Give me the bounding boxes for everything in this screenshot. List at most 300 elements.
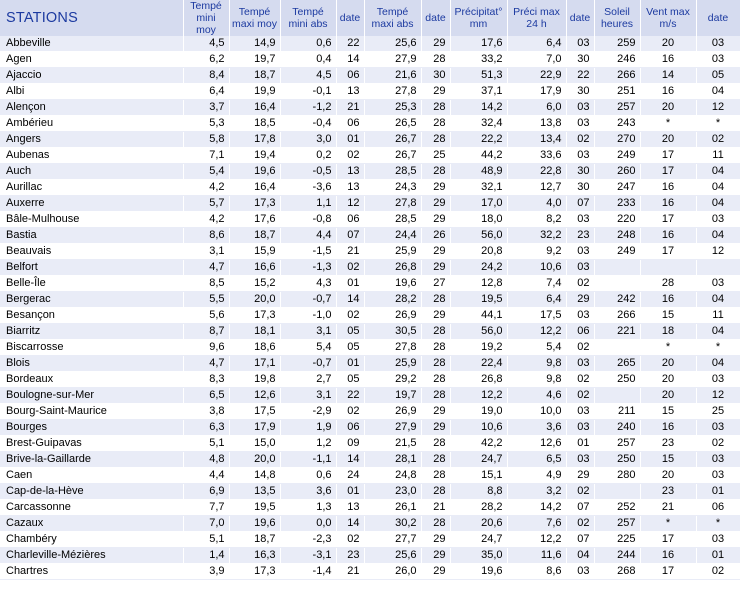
wind-max-cell: 20 [640,468,696,484]
precip-max-24h-cell: 6,0 [507,100,566,116]
col-header-stations: STATIONS [0,0,183,36]
precipitation-cell: 17,0 [450,196,507,212]
temp-max-avg-cell: 17,3 [229,196,280,212]
station-name-cell: Boulogne-sur-Mer [0,388,183,404]
temp-max-avg-cell: 18,1 [229,324,280,340]
table-row [0,388,740,404]
station-name-cell: Belfort [0,260,183,276]
sunshine-hours-cell: 242 [594,292,640,308]
wind-max-cell: 23 [640,484,696,500]
temp-min-avg-cell: 5,6 [183,308,229,324]
col-header-date-wind: date [696,0,740,36]
sunshine-hours-cell [594,260,640,276]
temp-min-avg-cell: 7,1 [183,148,229,164]
date-precip-cell: 22 [566,68,594,84]
precipitation-cell: 20,6 [450,516,507,532]
date-wind-cell: 03 [696,372,740,388]
date-max-cell: 29 [421,308,450,324]
precipitation-cell: 19,2 [450,340,507,356]
date-wind-cell: 03 [696,468,740,484]
date-precip-cell: 03 [566,308,594,324]
precip-max-24h-cell: 9,2 [507,244,566,260]
date-precip-cell: 02 [566,388,594,404]
date-max-cell: 29 [421,180,450,196]
precip-max-24h-cell: 12,7 [507,180,566,196]
temp-max-abs-cell: 25,6 [364,548,421,564]
precipitation-cell: 44,2 [450,148,507,164]
sunshine-hours-cell [594,340,640,356]
wind-max-cell: 23 [640,436,696,452]
sunshine-hours-cell: 221 [594,324,640,340]
date-max-cell: 28 [421,388,450,404]
wind-max-cell: 17 [640,244,696,260]
sunshine-hours-cell: 247 [594,180,640,196]
date-wind-cell: 04 [696,356,740,372]
col-header-temp-min-avg: Tempé mini moy [183,0,229,36]
precip-max-24h-cell: 8,6 [507,564,566,580]
wind-max-cell: 17 [640,532,696,548]
wind-max-cell: 16 [640,52,696,68]
temp-max-abs-cell: 25,6 [364,36,421,52]
precip-max-24h-cell: 32,2 [507,228,566,244]
table-row [0,164,740,180]
temp-min-avg-cell: 8,7 [183,324,229,340]
precipitation-cell: 19,6 [450,564,507,580]
station-name-cell: Auch [0,164,183,180]
temp-max-abs-cell: 21,5 [364,436,421,452]
date-min-cell: 14 [336,292,364,308]
precipitation-cell: 37,1 [450,84,507,100]
temp-max-abs-cell: 26,7 [364,148,421,164]
table-row [0,196,740,212]
precipitation-cell: 24,2 [450,260,507,276]
date-precip-cell: 03 [566,212,594,228]
temp-min-abs-cell: 4,4 [280,228,336,244]
date-max-cell: 21 [421,500,450,516]
precipitation-cell: 14,2 [450,100,507,116]
station-name-cell: Angers [0,132,183,148]
temp-min-avg-cell: 4,8 [183,452,229,468]
date-precip-cell: 02 [566,276,594,292]
temp-min-avg-cell: 9,6 [183,340,229,356]
temp-max-abs-cell: 27,8 [364,196,421,212]
temp-min-avg-cell: 3,9 [183,564,229,580]
precipitation-cell: 35,0 [450,548,507,564]
temp-min-avg-cell: 4,7 [183,260,229,276]
temp-min-avg-cell: 8,6 [183,228,229,244]
sunshine-hours-cell: 270 [594,132,640,148]
temp-max-abs-cell: 28,5 [364,212,421,228]
station-name-cell: Carcassonne [0,500,183,516]
temp-max-abs-cell: 24,3 [364,180,421,196]
date-max-cell: 28 [421,436,450,452]
sunshine-hours-cell: 266 [594,308,640,324]
precip-max-24h-cell: 33,6 [507,148,566,164]
date-min-cell: 05 [336,340,364,356]
sunshine-hours-cell: 249 [594,244,640,260]
table-row [0,52,740,68]
temp-max-abs-cell: 27,9 [364,52,421,68]
temp-max-abs-cell: 27,7 [364,532,421,548]
temp-max-avg-cell: 19,4 [229,148,280,164]
sunshine-hours-cell: 266 [594,68,640,84]
temp-max-avg-cell: 18,7 [229,228,280,244]
table-row [0,420,740,436]
date-min-cell: 22 [336,388,364,404]
precip-max-24h-cell: 10,0 [507,404,566,420]
station-name-cell: Ajaccio [0,68,183,84]
temp-max-abs-cell: 21,6 [364,68,421,84]
table-row [0,548,740,564]
date-min-cell: 13 [336,164,364,180]
precipitation-cell: 10,6 [450,420,507,436]
wind-max-cell: 20 [640,372,696,388]
date-max-cell: 26 [421,228,450,244]
temp-min-abs-cell: -1,3 [280,260,336,276]
precipitation-cell: 26,8 [450,372,507,388]
table-row [0,244,740,260]
date-min-cell: 06 [336,116,364,132]
station-name-cell: Brive-la-Gaillarde [0,452,183,468]
table-row [0,324,740,340]
temp-min-avg-cell: 3,8 [183,404,229,420]
wind-max-cell: 17 [640,564,696,580]
date-min-cell: 01 [336,276,364,292]
date-wind-cell: 04 [696,196,740,212]
date-wind-cell: 25 [696,404,740,420]
precipitation-cell: 12,8 [450,276,507,292]
date-min-cell: 14 [336,52,364,68]
table-row [0,532,740,548]
temp-max-avg-cell: 18,5 [229,116,280,132]
header-row [0,0,740,36]
temp-min-abs-cell: -1,2 [280,100,336,116]
sunshine-hours-cell: 249 [594,148,640,164]
date-max-cell: 28 [421,372,450,388]
col-header-date-min: date [336,0,364,36]
temp-max-abs-cell: 30,2 [364,516,421,532]
sunshine-hours-cell: 250 [594,372,640,388]
precipitation-cell: 22,2 [450,132,507,148]
date-wind-cell: 04 [696,164,740,180]
station-name-cell: Charleville-Mézières [0,548,183,564]
date-precip-cell: 03 [566,564,594,580]
temp-max-abs-cell: 28,5 [364,164,421,180]
date-wind-cell: 11 [696,148,740,164]
temp-max-avg-cell: 17,6 [229,212,280,228]
date-precip-cell: 03 [566,100,594,116]
station-name-cell: Bâle-Mulhouse [0,212,183,228]
date-min-cell: 02 [336,260,364,276]
temp-min-abs-cell: -0,7 [280,356,336,372]
date-max-cell: 28 [421,292,450,308]
temp-max-avg-cell: 19,8 [229,372,280,388]
date-wind-cell: 03 [696,420,740,436]
date-precip-cell: 02 [566,372,594,388]
precip-max-24h-cell: 12,6 [507,436,566,452]
date-max-cell: 28 [421,468,450,484]
temp-min-avg-cell: 5,7 [183,196,229,212]
sunshine-hours-cell: 220 [594,212,640,228]
date-min-cell: 14 [336,452,364,468]
temp-max-avg-cell: 18,7 [229,68,280,84]
date-max-cell: 29 [421,548,450,564]
temp-max-avg-cell: 18,7 [229,532,280,548]
precipitation-cell: 48,9 [450,164,507,180]
table-row [0,132,740,148]
date-precip-cell: 30 [566,180,594,196]
date-max-cell: 28 [421,100,450,116]
temp-max-abs-cell: 26,5 [364,116,421,132]
col-header-temp-min-abs: Tempé mini abs [280,0,336,36]
precip-max-24h-cell: 11,6 [507,548,566,564]
precipitation-cell: 24,7 [450,452,507,468]
temp-min-abs-cell: -0,4 [280,116,336,132]
date-min-cell: 06 [336,420,364,436]
wind-max-cell: 20 [640,132,696,148]
temp-max-avg-cell: 19,6 [229,164,280,180]
date-min-cell: 01 [336,132,364,148]
date-wind-cell: * [696,116,740,132]
temp-max-abs-cell: 19,6 [364,276,421,292]
temp-max-avg-cell: 19,9 [229,84,280,100]
temp-min-abs-cell: 3,6 [280,484,336,500]
temp-max-avg-cell: 16,4 [229,180,280,196]
date-min-cell: 06 [336,212,364,228]
precip-max-24h-cell: 7,0 [507,52,566,68]
temp-min-avg-cell: 5,1 [183,532,229,548]
temp-min-avg-cell: 5,3 [183,116,229,132]
temp-max-abs-cell: 27,9 [364,420,421,436]
date-max-cell: 28 [421,324,450,340]
temp-max-abs-cell: 26,8 [364,260,421,276]
wind-max-cell [640,260,696,276]
temp-min-abs-cell: 0,2 [280,148,336,164]
date-max-cell: 29 [421,260,450,276]
station-name-cell: Besançon [0,308,183,324]
precipitation-cell: 19,0 [450,404,507,420]
station-name-cell: Albi [0,84,183,100]
temp-max-abs-cell: 28,1 [364,452,421,468]
table-row [0,148,740,164]
temp-min-avg-cell: 3,7 [183,100,229,116]
table-row [0,484,740,500]
wind-max-cell: 16 [640,228,696,244]
wind-max-cell: 17 [640,148,696,164]
temp-max-abs-cell: 24,4 [364,228,421,244]
date-wind-cell: 03 [696,276,740,292]
temp-min-abs-cell: 5,4 [280,340,336,356]
temp-min-abs-cell: -1,0 [280,308,336,324]
temp-min-abs-cell: -2,9 [280,404,336,420]
station-name-cell: Aurillac [0,180,183,196]
temp-min-abs-cell: 1,1 [280,196,336,212]
temp-max-avg-cell: 17,9 [229,420,280,436]
temp-min-abs-cell: 1,3 [280,500,336,516]
date-wind-cell: * [696,516,740,532]
date-min-cell: 24 [336,468,364,484]
precipitation-cell: 56,0 [450,324,507,340]
wind-max-cell: 20 [640,356,696,372]
wind-max-cell: 16 [640,420,696,436]
station-name-cell: Bordeaux [0,372,183,388]
station-name-cell: Bourg-Saint-Maurice [0,404,183,420]
temp-min-abs-cell: -0,8 [280,212,336,228]
date-max-cell: 28 [421,516,450,532]
date-min-cell: 21 [336,244,364,260]
station-name-cell: Auxerre [0,196,183,212]
temp-min-avg-cell: 5,1 [183,436,229,452]
date-wind-cell: 04 [696,180,740,196]
table-row [0,500,740,516]
temp-min-avg-cell: 8,4 [183,68,229,84]
date-min-cell: 13 [336,180,364,196]
temp-min-avg-cell: 4,4 [183,468,229,484]
date-wind-cell: 05 [696,68,740,84]
temp-min-abs-cell: 0,0 [280,516,336,532]
date-max-cell: 29 [421,36,450,52]
date-min-cell: 01 [336,356,364,372]
date-min-cell: 13 [336,500,364,516]
station-name-cell: Abbeville [0,36,183,52]
date-wind-cell: 12 [696,388,740,404]
precip-max-24h-cell: 5,4 [507,340,566,356]
date-min-cell: 05 [336,372,364,388]
temp-min-avg-cell: 3,1 [183,244,229,260]
date-min-cell: 06 [336,68,364,84]
sunshine-hours-cell: 257 [594,516,640,532]
date-wind-cell: 03 [696,36,740,52]
date-wind-cell: 01 [696,548,740,564]
date-min-cell: 02 [336,308,364,324]
temp-min-abs-cell: 0,6 [280,36,336,52]
table-row [0,340,740,356]
precip-max-24h-cell: 22,9 [507,68,566,84]
temp-min-abs-cell: -1,5 [280,244,336,260]
temp-min-abs-cell: 3,1 [280,388,336,404]
date-precip-cell: 03 [566,420,594,436]
date-wind-cell: 02 [696,132,740,148]
precip-max-24h-cell: 4,0 [507,196,566,212]
table-row [0,84,740,100]
date-wind-cell: 04 [696,84,740,100]
temp-min-abs-cell: 0,4 [280,52,336,68]
temp-max-avg-cell: 15,0 [229,436,280,452]
station-name-cell: Alençon [0,100,183,116]
temp-min-abs-cell: -3,1 [280,548,336,564]
date-max-cell: 29 [421,404,450,420]
temp-min-abs-cell: 4,5 [280,68,336,84]
sunshine-hours-cell [594,276,640,292]
station-name-cell: Ambérieu [0,116,183,132]
precip-max-24h-cell: 4,9 [507,468,566,484]
station-name-cell: Bergerac [0,292,183,308]
precipitation-cell: 51,3 [450,68,507,84]
col-header-temp-max-abs: Tempé maxi abs [364,0,421,36]
date-wind-cell: 03 [696,452,740,468]
temp-max-abs-cell: 28,2 [364,292,421,308]
sunshine-hours-cell: 280 [594,468,640,484]
precipitation-cell: 28,2 [450,500,507,516]
date-precip-cell: 04 [566,548,594,564]
date-max-cell: 29 [421,420,450,436]
precip-max-24h-cell: 3,6 [507,420,566,436]
temp-max-abs-cell: 27,8 [364,84,421,100]
table-header [0,0,740,36]
date-max-cell: 28 [421,452,450,468]
table-row [0,228,740,244]
table-row [0,36,740,52]
date-wind-cell: 03 [696,52,740,68]
station-name-cell: Blois [0,356,183,372]
temp-max-avg-cell: 14,8 [229,468,280,484]
precipitation-cell: 12,2 [450,388,507,404]
station-name-cell: Cazaux [0,516,183,532]
precip-max-24h-cell: 9,8 [507,356,566,372]
precip-max-24h-cell: 4,6 [507,388,566,404]
temp-max-abs-cell: 26,7 [364,132,421,148]
temp-max-avg-cell: 17,8 [229,132,280,148]
temp-max-avg-cell: 20,0 [229,292,280,308]
wind-max-cell: 16 [640,196,696,212]
date-max-cell: 28 [421,484,450,500]
date-precip-cell: 03 [566,452,594,468]
wind-max-cell: 17 [640,164,696,180]
col-header-precip-max-24h: Préci max 24 h [507,0,566,36]
date-precip-cell: 03 [566,404,594,420]
wind-max-cell: 28 [640,276,696,292]
table-row [0,356,740,372]
temp-max-abs-cell: 29,2 [364,372,421,388]
date-wind-cell: 02 [696,436,740,452]
temp-min-avg-cell: 6,9 [183,484,229,500]
date-precip-cell: 03 [566,244,594,260]
station-name-cell: Brest-Guipavas [0,436,183,452]
temp-max-avg-cell: 19,7 [229,52,280,68]
date-precip-cell: 06 [566,324,594,340]
date-precip-cell: 01 [566,436,594,452]
date-precip-cell: 03 [566,260,594,276]
sunshine-hours-cell: 251 [594,84,640,100]
temp-min-abs-cell: -1,1 [280,452,336,468]
table-row [0,100,740,116]
temp-max-abs-cell: 25,3 [364,100,421,116]
date-wind-cell: 03 [696,212,740,228]
sunshine-hours-cell: 248 [594,228,640,244]
sunshine-hours-cell: 244 [594,548,640,564]
date-max-cell: 28 [421,340,450,356]
date-precip-cell: 07 [566,196,594,212]
station-name-cell: Aubenas [0,148,183,164]
precip-max-24h-cell: 22,8 [507,164,566,180]
temp-min-abs-cell: 1,9 [280,420,336,436]
date-max-cell: 28 [421,164,450,180]
precip-max-24h-cell: 10,6 [507,260,566,276]
precip-max-24h-cell: 6,5 [507,452,566,468]
date-precip-cell: 03 [566,148,594,164]
precipitation-cell: 33,2 [450,52,507,68]
wind-max-cell: 20 [640,36,696,52]
sunshine-hours-cell: 233 [594,196,640,212]
temp-max-abs-cell: 26,9 [364,308,421,324]
date-precip-cell: 29 [566,468,594,484]
date-wind-cell [696,260,740,276]
precip-max-24h-cell: 3,2 [507,484,566,500]
date-max-cell: 29 [421,84,450,100]
temp-min-abs-cell: -0,7 [280,292,336,308]
precip-max-24h-cell: 8,2 [507,212,566,228]
date-max-cell: 29 [421,196,450,212]
